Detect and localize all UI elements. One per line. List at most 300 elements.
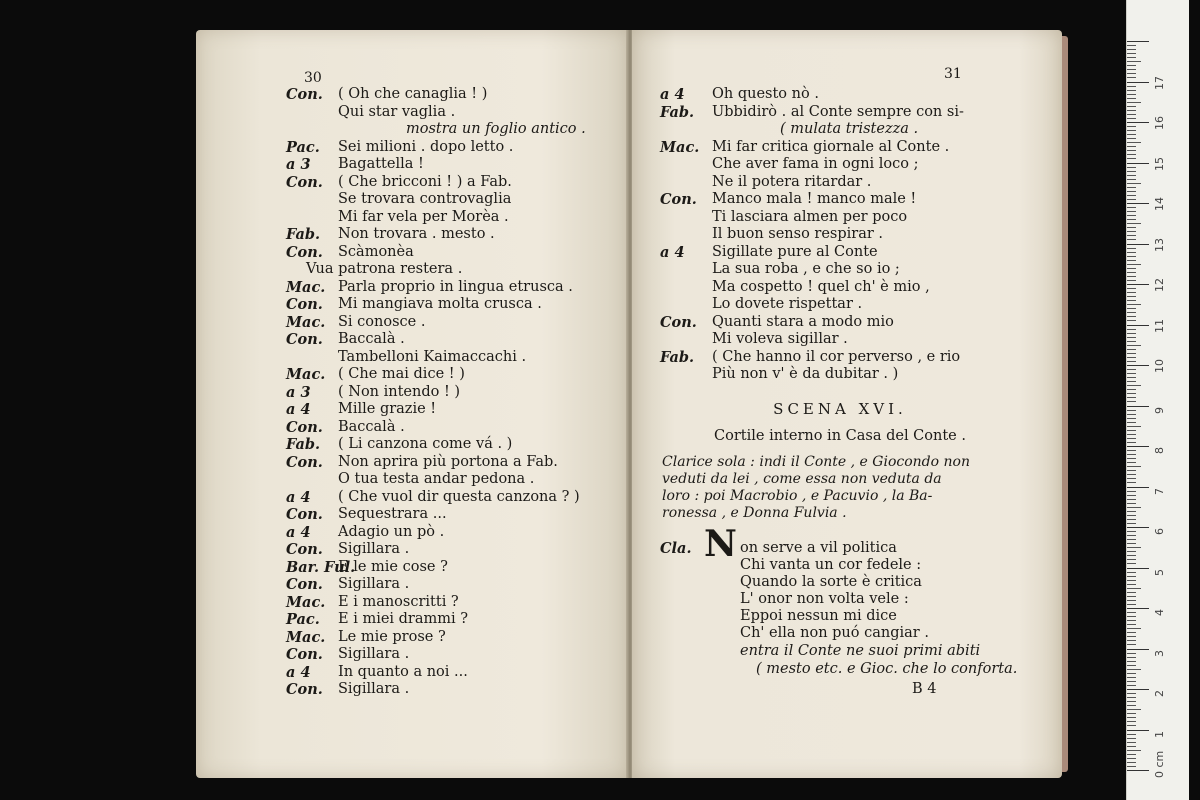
ruler-number: 3 (1153, 649, 1166, 657)
line-text: Baccalà . (338, 418, 405, 435)
line-text: Sigillara . (338, 646, 410, 662)
ruler-tick (1127, 207, 1136, 208)
ruler-tick (1127, 142, 1141, 143)
ruler-tick (1127, 580, 1136, 581)
ruler-number: 14 (1153, 197, 1166, 211)
line-text: Mi mangiava molta crusca . (338, 296, 542, 312)
dialogue-line (660, 121, 1020, 139)
ruler-tick (1127, 320, 1136, 321)
dialogue-line (286, 436, 616, 454)
line-text: Sequestrara ... (338, 506, 447, 522)
dialogue-line (286, 594, 616, 612)
dialogue-line (286, 541, 616, 559)
dialogue-line (660, 314, 1020, 332)
ruler-tick (1127, 762, 1136, 763)
ruler-tick (1127, 163, 1149, 164)
dialogue-line (286, 86, 616, 104)
line-text: Manco mala ! manco male ! (712, 191, 917, 207)
ruler-tick (1127, 365, 1149, 366)
ruler-tick (1127, 260, 1136, 261)
ruler-tick (1127, 118, 1136, 119)
ruler-tick (1127, 446, 1149, 447)
dialogue-line (660, 331, 1020, 349)
ruler-tick (1127, 345, 1141, 346)
line-text: Mi far vela per Morèa . (338, 208, 509, 225)
dialogue-line (286, 576, 616, 594)
stage-direction (662, 454, 980, 522)
speaker-label: Mac. (286, 278, 326, 296)
ruler-tick (1127, 697, 1136, 698)
line-text: Sigillara . (338, 541, 410, 557)
dialogue-line (660, 156, 1020, 174)
ruler-tick (1127, 406, 1149, 407)
ruler-tick (1127, 130, 1136, 131)
left-page (196, 30, 628, 778)
ruler-tick (1127, 410, 1136, 411)
line-text: Vua patrona restera . (306, 261, 463, 277)
line-text: Sei milioni . dopo letto . (338, 138, 514, 155)
ruler-tick (1127, 612, 1136, 613)
ruler-tick (1127, 195, 1136, 196)
ruler-tick (1127, 280, 1136, 281)
speaker-label: Con. (286, 86, 323, 103)
ruler-tick (1127, 604, 1136, 605)
ruler-tick (1127, 649, 1149, 650)
ruler-number: 11 (1153, 318, 1166, 333)
line-text: Baccalà . (338, 331, 405, 347)
ruler-tick (1127, 252, 1136, 253)
speaker-label: Fab. (286, 226, 321, 243)
line-text: Ti lasciara almen per poco (712, 208, 908, 225)
line-text: ( Che hanno il cor perverso , e rio (712, 348, 961, 365)
ruler-tick (1127, 717, 1136, 718)
ruler-tick (1127, 689, 1149, 690)
ruler-number: 4 (1153, 609, 1166, 616)
line-text: Si conosce . (338, 313, 426, 330)
ruler-tick (1127, 499, 1136, 500)
ruler-number: 6 (1153, 528, 1166, 535)
ruler-tick (1127, 596, 1136, 597)
line-text: O tua testa andar pedona . (338, 471, 535, 487)
ruler-tick (1127, 616, 1136, 617)
dialogue-line (286, 401, 616, 419)
speaker-label: Fab. (286, 436, 321, 453)
ruler-tick (1127, 154, 1136, 155)
scene-setting: Cortile interno in Casa del Conte . (714, 428, 966, 444)
aria-line: Chi vanta un cor fedele : (740, 557, 922, 573)
dialogue-line (286, 681, 616, 699)
ruler-tick (1127, 685, 1136, 686)
ruler-tick (1127, 90, 1136, 91)
ruler-tick (1127, 620, 1136, 621)
line-text: In quanto a noi ... (338, 663, 468, 680)
ruler-tick (1127, 450, 1136, 451)
ruler-tick (1127, 333, 1136, 334)
ruler-tick (1127, 414, 1136, 415)
ruler-tick (1127, 515, 1136, 516)
ruler-tick (1127, 608, 1149, 609)
right-page (632, 30, 1062, 778)
ruler-tick (1127, 349, 1136, 350)
line-text: ( Che vuol dir questa canzona ? ) (338, 488, 580, 505)
ruler-tick (1127, 389, 1136, 390)
ruler-number: 17 (1153, 75, 1166, 90)
right-page-dialogue (660, 86, 1020, 384)
ruler-tick (1127, 106, 1136, 107)
ruler-tick (1127, 329, 1136, 330)
ruler-tick (1127, 69, 1136, 70)
ruler-tick (1127, 308, 1136, 309)
dialogue-line (660, 244, 1020, 262)
ruler-tick (1127, 539, 1136, 540)
ruler-tick (1127, 734, 1136, 735)
ruler-tick (1127, 397, 1136, 398)
ruler-tick (1127, 701, 1136, 702)
speaker-label: Mac. (286, 313, 326, 331)
line-text: Più non v' è da dubitar . ) (712, 366, 899, 382)
ruler-tick (1127, 171, 1136, 172)
line-text: Bagattella ! (338, 156, 424, 172)
speaker-label: Con. (286, 296, 323, 313)
dialogue-line (286, 314, 616, 332)
line-text: ( mulata tristezza . (780, 121, 919, 137)
dialogue-line (286, 244, 616, 262)
line-text: Ma cospetto ! quel ch' è mio , (712, 278, 930, 295)
line-text: ( Che mai dice ! ) (338, 366, 465, 382)
speaker-label: Con. (286, 576, 323, 593)
ruler-tick (1127, 248, 1136, 249)
ruler-tick (1127, 507, 1141, 508)
ruler-tick (1127, 547, 1141, 548)
ruler-tick (1127, 126, 1136, 127)
speaker-label: Pac. (286, 138, 320, 156)
ruler-tick (1127, 750, 1141, 751)
ruler-tick (1127, 491, 1136, 492)
ruler-tick (1127, 223, 1141, 224)
ruler-tick (1127, 677, 1136, 678)
line-text: Sigillate pure al Conte (712, 243, 878, 260)
ruler-tick (1127, 316, 1136, 317)
ruler-number: 8 (1153, 447, 1166, 454)
line-text: Quanti stara a modo mio (712, 313, 894, 330)
closing-direction-line: ( mesto etc. e Gioc. che lo conforta. (756, 661, 1018, 677)
stage-direction-line: loro : poi Macrobio , e Pacuvio , la Ba- (662, 488, 933, 504)
line-text: Mi voleva sigillar . (712, 331, 848, 347)
dialogue-line (286, 664, 616, 682)
ruler-tick (1127, 661, 1136, 662)
ruler-tick (1127, 41, 1149, 42)
ruler-tick (1127, 312, 1136, 313)
ruler-tick (1127, 94, 1136, 95)
ruler-tick (1127, 470, 1136, 471)
ruler-tick (1127, 766, 1136, 767)
ruler-tick (1127, 256, 1136, 257)
aria-line: Eppoi nessun mi dice (740, 608, 897, 624)
ruler-tick (1127, 474, 1136, 475)
ruler-tick (1127, 284, 1149, 285)
speaker-label: Con. (660, 313, 697, 331)
ruler-tick (1127, 709, 1141, 710)
dialogue-line (286, 331, 616, 349)
speaker-label: Mac. (286, 366, 326, 383)
closing-direction-line: entra il Conte ne suoi primi abiti (740, 643, 981, 659)
page-number-right: 31 (944, 66, 962, 82)
line-text: E i manoscritti ? (338, 593, 459, 610)
ruler-tick (1127, 244, 1149, 245)
ruler-tick (1127, 272, 1136, 273)
dialogue-line (286, 261, 616, 279)
ruler-tick (1127, 385, 1141, 386)
speaker-label: Con. (286, 243, 323, 261)
page-edge (1062, 36, 1068, 772)
speaker-label: a 4 (286, 663, 311, 681)
ruler-tick (1127, 138, 1136, 139)
dialogue-line (660, 139, 1020, 157)
ruler-tick (1127, 758, 1136, 759)
ruler-tick (1127, 568, 1149, 569)
ruler-tick (1127, 495, 1136, 496)
dialogue-line (660, 104, 1020, 122)
ruler-tick (1127, 511, 1136, 512)
dialogue-line (286, 174, 616, 192)
ruler-tick (1127, 219, 1136, 220)
line-text: Se trovara controvaglia (338, 191, 512, 207)
line-text: Sigillara . (338, 576, 410, 592)
line-text: Sigillara . (338, 681, 410, 697)
ruler-tick (1127, 57, 1136, 58)
ruler-tick (1127, 681, 1136, 682)
ruler-tick (1127, 725, 1136, 726)
ruler-number: 10 (1153, 359, 1166, 373)
speaker-label: Con. (286, 173, 323, 191)
dialogue-line (286, 191, 616, 209)
speaker-label: a 4 (286, 401, 311, 418)
speaker-label: Con. (286, 453, 323, 471)
dialogue-line (660, 349, 1020, 367)
ruler-tick (1127, 357, 1136, 358)
ruler-tick (1127, 576, 1136, 577)
ruler-tick (1127, 77, 1136, 78)
ruler-tick (1127, 422, 1136, 423)
ruler-tick (1127, 551, 1136, 552)
ruler-tick (1127, 187, 1136, 188)
ruler-number: 1 (1153, 730, 1166, 738)
ruler-tick (1127, 527, 1149, 528)
ruler-number: 9 (1153, 406, 1166, 414)
ruler-tick (1127, 175, 1136, 176)
dialogue-line (660, 261, 1020, 279)
ruler-tick (1127, 669, 1141, 670)
ruler-tick (1127, 381, 1136, 382)
aria-line: L' onor non volta vele : (740, 591, 909, 607)
ruler-tick (1127, 588, 1141, 589)
ruler-tick (1127, 373, 1136, 374)
line-text: E le mie cose ? (338, 558, 448, 575)
line-text: Oh questo nò . (712, 86, 819, 102)
speaker-label: Con. (286, 541, 323, 558)
ruler-tick (1127, 110, 1136, 111)
speaker-label: Con. (286, 331, 323, 348)
dialogue-line (286, 611, 616, 629)
ruler-tick (1127, 102, 1141, 103)
signature-mark: B 4 (912, 681, 937, 697)
ruler-tick (1127, 191, 1136, 192)
dialogue-line (286, 121, 616, 139)
speaker-label: a 4 (286, 488, 311, 506)
ruler-tick (1127, 114, 1136, 115)
ruler-tick (1127, 543, 1136, 544)
ruler-tick (1127, 82, 1149, 83)
line-text: Parla proprio in lingua etrusca . (338, 278, 573, 295)
ruler-tick (1127, 559, 1136, 560)
ruler-number: 13 (1153, 237, 1166, 252)
line-text: ( Che bricconi ! ) a Fab. (338, 173, 512, 190)
ruler-tick (1127, 61, 1141, 62)
ruler-tick (1127, 337, 1136, 338)
speaker-label: Con. (286, 506, 323, 523)
ruler-tick (1127, 636, 1136, 637)
speaker-label: Con. (286, 418, 323, 436)
line-text: Non aprira più portona a Fab. (338, 453, 558, 470)
line-text: mostra un foglio antico . (406, 121, 586, 137)
dialogue-line (660, 191, 1020, 209)
speaker-label: Pac. (286, 611, 320, 628)
speaker-label: a 4 (660, 86, 685, 103)
ruler-tick (1127, 531, 1136, 532)
ruler-tick (1127, 624, 1136, 625)
ruler-tick (1127, 572, 1136, 573)
page-number-left: 30 (304, 70, 322, 86)
ruler-tick (1127, 215, 1136, 216)
dialogue-line (286, 524, 616, 542)
ruler-tick (1127, 632, 1136, 633)
dialogue-line (286, 279, 616, 297)
ruler-tick (1127, 754, 1136, 755)
ruler-tick (1127, 227, 1136, 228)
ruler-tick (1127, 292, 1136, 293)
dialogue-line (660, 279, 1020, 297)
line-text: Lo dovete rispettar . (712, 296, 863, 312)
ruler-number: 12 (1153, 278, 1166, 292)
ruler-tick (1127, 353, 1136, 354)
aria-speaker: Cla. (660, 540, 692, 557)
ruler-tick (1127, 393, 1136, 394)
dialogue-line (660, 86, 1020, 104)
ruler-tick (1127, 235, 1136, 236)
ruler-tick (1127, 150, 1136, 151)
ruler-tick (1127, 628, 1141, 629)
ruler-tick (1127, 65, 1136, 66)
ruler-tick (1127, 86, 1136, 87)
speaker-label: Mac. (286, 628, 326, 646)
ruler-tick (1127, 434, 1136, 435)
open-book (196, 30, 1062, 778)
line-text: E i miei drammi ? (338, 611, 469, 627)
line-text: Le mie prose ? (338, 628, 446, 645)
ruler-tick (1127, 199, 1136, 200)
ruler-tick (1127, 211, 1136, 212)
ruler-tick (1127, 53, 1136, 54)
dialogue-line (660, 366, 1020, 384)
aria-line: Ch' ella non puó cangiar . (740, 625, 929, 641)
ruler-tick (1127, 563, 1136, 564)
ruler-tick (1127, 592, 1136, 593)
speaker-label: a 4 (660, 243, 685, 261)
ruler-tick (1127, 584, 1136, 585)
line-text: Tambelloni Kaimaccachi . (338, 348, 527, 365)
ruler-tick (1127, 264, 1141, 265)
ruler-tick (1127, 730, 1149, 731)
dialogue-line (286, 139, 616, 157)
ruler-tick (1127, 341, 1136, 342)
ruler-tick (1127, 535, 1136, 536)
speaker-label: a 4 (286, 523, 311, 541)
ruler-tick (1127, 644, 1136, 645)
ruler-number: 15 (1153, 156, 1166, 171)
ruler-tick (1127, 300, 1136, 301)
ruler-tick (1127, 49, 1136, 50)
dialogue-line (660, 296, 1020, 314)
dialogue-line (286, 646, 616, 664)
ruler-tick (1127, 442, 1136, 443)
ruler-tick (1127, 296, 1136, 297)
speaker-label: Mac. (660, 138, 700, 156)
dialogue-line (286, 559, 616, 577)
measuring-ruler (1126, 0, 1189, 800)
ruler-tick (1127, 673, 1136, 674)
dialogue-line (286, 471, 616, 489)
ruler-tick (1127, 45, 1136, 46)
ruler-tick (1127, 98, 1136, 99)
dialogue-line (660, 209, 1020, 227)
line-text: Ne il potera ritardar . (712, 173, 872, 190)
ruler-tick (1127, 746, 1136, 747)
line-text: Non trovara . mesto . (338, 226, 495, 242)
ruler-tick (1127, 426, 1141, 427)
ruler-tick (1127, 122, 1149, 123)
ruler-number: 5 (1153, 568, 1166, 576)
ruler-tick (1127, 183, 1141, 184)
line-text: Mi far critica giornale al Conte . (712, 138, 950, 155)
speaker-label: Fab. (660, 103, 695, 121)
speaker-label: Mac. (286, 593, 326, 611)
ruler-tick (1127, 454, 1136, 455)
ruler-tick (1127, 466, 1141, 467)
dialogue-line (286, 419, 616, 437)
dialogue-line (286, 629, 616, 647)
ruler-number: 16 (1153, 116, 1166, 130)
dialogue-line (286, 454, 616, 472)
left-page-text (286, 86, 616, 699)
dialogue-line (286, 506, 616, 524)
ruler-tick (1127, 640, 1136, 641)
dialogue-line (286, 156, 616, 174)
line-text: ( Li canzona come vá . ) (338, 436, 513, 452)
ruler-tick (1127, 158, 1136, 159)
ruler-tick (1127, 458, 1136, 459)
dialogue-line (286, 366, 616, 384)
ruler-tick (1127, 361, 1136, 362)
dialogue-line (660, 174, 1020, 192)
ruler-tick (1127, 438, 1136, 439)
dialogue-line (286, 226, 616, 244)
ruler-tick (1127, 369, 1136, 370)
line-text: Che aver fama in ogni loco ; (712, 156, 919, 172)
ruler-tick (1127, 325, 1149, 326)
ruler-tick (1127, 600, 1136, 601)
line-text: Scàmonèa (338, 243, 414, 260)
ruler-tick (1127, 770, 1149, 771)
